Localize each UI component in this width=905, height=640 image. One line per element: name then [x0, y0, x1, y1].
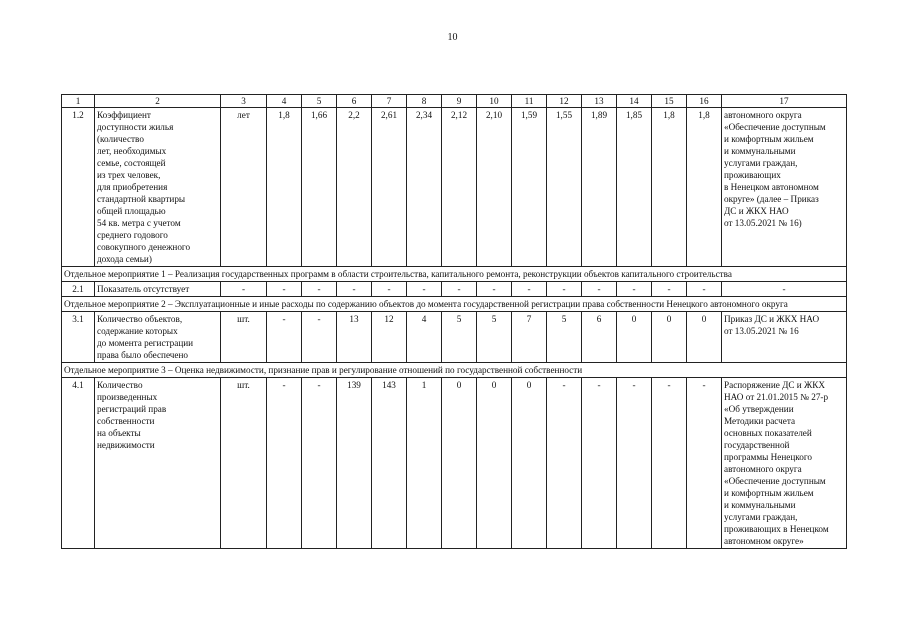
- value-cell: 2,2: [337, 108, 372, 267]
- value-cell: -: [687, 378, 722, 549]
- value-cell: 143: [372, 378, 407, 549]
- page-number: 10: [447, 32, 458, 43]
- value-cell: 0: [687, 312, 722, 363]
- column-header-cell: 6: [337, 95, 372, 108]
- value-cell: 0: [512, 378, 547, 549]
- value-cell: -: [652, 282, 687, 297]
- value-cell: -: [372, 282, 407, 297]
- value-cell: -: [582, 282, 617, 297]
- unit-cell: лет: [221, 108, 267, 267]
- value-cell: -: [302, 282, 337, 297]
- value-cell: -: [302, 312, 337, 363]
- value-cell: 0: [442, 378, 477, 549]
- source-cell: Распоряжение ДС и ЖКХ НАО от 21.01.2015 № 27-р «Об утверждении Методики расчета основных показателей государственной программы Ненецкого автономного округа «Обеспечение доступным и комфортным жильем и коммунальными услугами граждан, проживающих в Ненецком автономном округе»: [722, 378, 847, 549]
- value-cell: 1: [407, 378, 442, 549]
- value-cell: 1,85: [617, 108, 652, 267]
- column-header-cell: 1: [62, 95, 95, 108]
- row-number-cell: 2.1: [62, 282, 95, 297]
- value-cell: -: [617, 378, 652, 549]
- row-number-cell: 1.2: [62, 108, 95, 267]
- value-cell: -: [652, 378, 687, 549]
- value-cell: -: [407, 282, 442, 297]
- column-header-cell: 10: [477, 95, 512, 108]
- indicator-name-cell: Количество объектов, содержание которых до момента регистрации права было обеспечено: [95, 312, 221, 363]
- value-cell: -: [617, 282, 652, 297]
- value-cell: -: [547, 378, 582, 549]
- value-cell: 5: [477, 312, 512, 363]
- value-cell: 1,66: [302, 108, 337, 267]
- source-cell: -: [722, 282, 847, 297]
- table-row: [62, 282, 847, 297]
- value-cell: 0: [652, 312, 687, 363]
- section-row: [62, 297, 847, 312]
- row-number-cell: 4.1: [62, 378, 95, 549]
- value-cell: -: [687, 282, 722, 297]
- column-header-cell: 16: [687, 95, 722, 108]
- column-header-cell: 17: [722, 95, 847, 108]
- unit-cell: шт.: [221, 378, 267, 549]
- indicator-name-cell: Показатель отсутствует: [95, 282, 221, 297]
- value-cell: 12: [372, 312, 407, 363]
- value-cell: 4: [407, 312, 442, 363]
- value-cell: 1,89: [582, 108, 617, 267]
- value-cell: -: [267, 312, 302, 363]
- column-header-cell: 9: [442, 95, 477, 108]
- source-cell: автономного округа «Обеспечение доступным и комфортным жильем и коммунальными услугами граждан, проживающих в Ненецком автономном округе» (далее – Приказ ДС и ЖКХ НАО от 13.05.2021 № 16): [722, 108, 847, 267]
- column-header-cell: 5: [302, 95, 337, 108]
- column-header-cell: 7: [372, 95, 407, 108]
- value-cell: -: [512, 282, 547, 297]
- indicator-name-cell: Коэффициент доступности жилья (количество лет, необходимых семье, состоящей из трех человек, для приобретения стандартной квартиры общей площадью 54 кв. метра с учетом среднего годового совокупного денежного дохода семьи): [95, 108, 221, 267]
- source-cell: Приказ ДС и ЖКХ НАО от 13.05.2021 № 16: [722, 312, 847, 363]
- value-cell: 2,61: [372, 108, 407, 267]
- table-row: [62, 312, 847, 363]
- header-row: [62, 95, 847, 108]
- column-header-cell: 3: [221, 95, 267, 108]
- section-title: Отдельное мероприятие 2 – Эксплуатационные и иные расходы по содержанию объектов до момента государственной регистрации права собственности Ненецкого автономного округа: [62, 297, 847, 312]
- value-cell: -: [477, 282, 512, 297]
- value-cell: -: [302, 378, 337, 549]
- value-cell: 5: [442, 312, 477, 363]
- section-title: Отдельное мероприятие 1 – Реализация государственных программ в области строительства, капитального ремонта, реконструкции объектов капитального строительства: [62, 267, 847, 282]
- indicator-name-cell: Количество произведенных регистраций прав собственности на объекты недвижимости: [95, 378, 221, 549]
- column-header-cell: 8: [407, 95, 442, 108]
- value-cell: -: [267, 378, 302, 549]
- table-row: [62, 108, 847, 267]
- value-cell: 0: [477, 378, 512, 549]
- indicators-table: [61, 94, 847, 549]
- value-cell: 2,10: [477, 108, 512, 267]
- unit-cell: -: [221, 282, 267, 297]
- value-cell: -: [547, 282, 582, 297]
- value-cell: 1,8: [267, 108, 302, 267]
- value-cell: 0: [617, 312, 652, 363]
- value-cell: 2,34: [407, 108, 442, 267]
- value-cell: -: [582, 378, 617, 549]
- value-cell: 2,12: [442, 108, 477, 267]
- value-cell: 5: [547, 312, 582, 363]
- table-body: [62, 95, 847, 549]
- section-row: [62, 267, 847, 282]
- column-header-cell: 4: [267, 95, 302, 108]
- value-cell: 6: [582, 312, 617, 363]
- value-cell: 1,55: [547, 108, 582, 267]
- value-cell: 1,8: [687, 108, 722, 267]
- column-header-cell: 11: [512, 95, 547, 108]
- value-cell: 7: [512, 312, 547, 363]
- section-title: Отдельное мероприятие 3 – Оценка недвижимости, признание прав и регулирование отношений по государственной собственности: [62, 363, 847, 378]
- value-cell: 139: [337, 378, 372, 549]
- row-number-cell: 3.1: [62, 312, 95, 363]
- value-cell: 13: [337, 312, 372, 363]
- column-header-cell: 14: [617, 95, 652, 108]
- value-cell: 1,59: [512, 108, 547, 267]
- value-cell: 1,8: [652, 108, 687, 267]
- column-header-cell: 13: [582, 95, 617, 108]
- unit-cell: шт.: [221, 312, 267, 363]
- column-header-cell: 12: [547, 95, 582, 108]
- value-cell: -: [337, 282, 372, 297]
- column-header-cell: 15: [652, 95, 687, 108]
- table-row: [62, 378, 847, 549]
- column-header-cell: 2: [95, 95, 221, 108]
- value-cell: -: [267, 282, 302, 297]
- value-cell: -: [442, 282, 477, 297]
- section-row: [62, 363, 847, 378]
